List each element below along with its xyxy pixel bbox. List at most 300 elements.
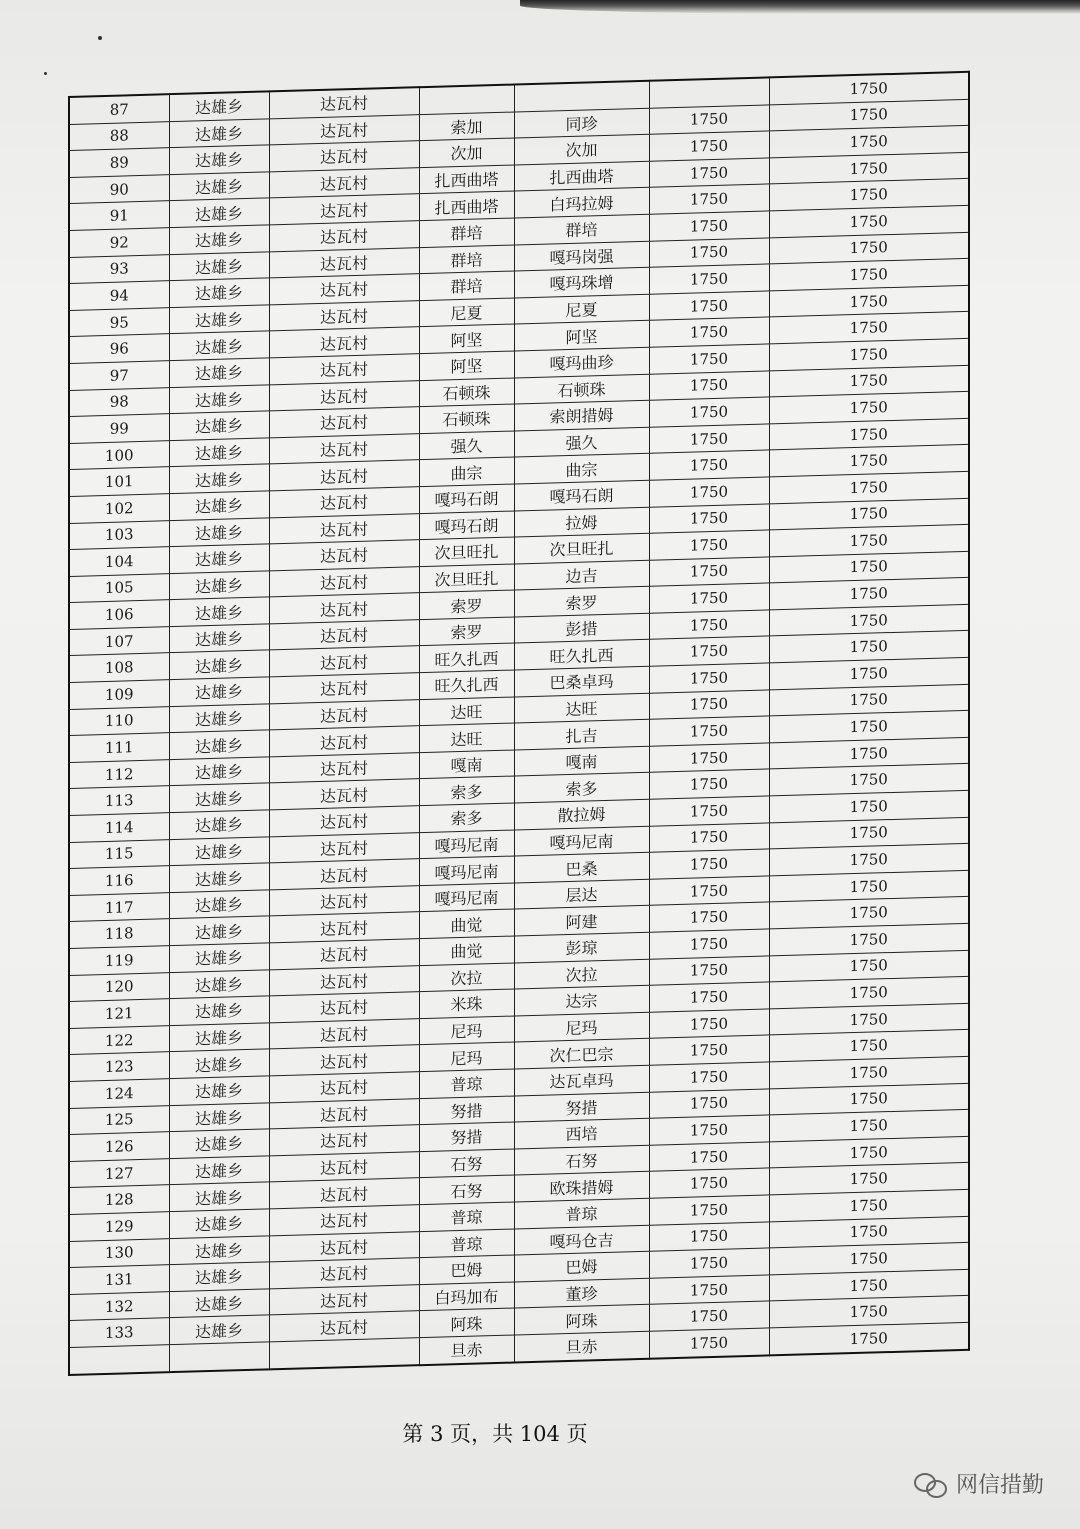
cell-row-index: 129 bbox=[69, 1212, 169, 1241]
cell-amount-b: 1750 bbox=[769, 711, 969, 743]
cell-township: 达雄乡 bbox=[169, 172, 269, 201]
cell-township: 达雄乡 bbox=[169, 464, 269, 493]
cell-township: 达雄乡 bbox=[169, 1023, 269, 1052]
cell-row-index: 105 bbox=[69, 573, 169, 602]
cell-township: 达雄乡 bbox=[169, 783, 269, 812]
cell-amount-a: 1750 bbox=[649, 610, 769, 640]
cell-household-head: 普琼 bbox=[419, 1069, 514, 1098]
cell-township: 达雄乡 bbox=[169, 1182, 269, 1211]
cell-amount-b: 1750 bbox=[769, 1216, 969, 1248]
cell-member-name: 彭措 bbox=[514, 613, 649, 643]
cell-township: 达雄乡 bbox=[169, 704, 269, 733]
page-number-footer: 第 3 页，共 104 页 bbox=[402, 1422, 588, 1446]
cell-member-name: 达瓦卓玛 bbox=[514, 1065, 649, 1095]
cell-amount-a: 1750 bbox=[649, 796, 769, 826]
cell-amount-a: 1750 bbox=[649, 291, 769, 321]
cell-row-index: 103 bbox=[69, 520, 169, 549]
cell-amount-b: 1750 bbox=[769, 737, 969, 769]
cell-village: 达瓦村 bbox=[269, 1125, 419, 1156]
cell-amount-b: 1750 bbox=[769, 152, 969, 184]
cell-household-head bbox=[419, 85, 514, 115]
cell-village: 达瓦村 bbox=[269, 354, 419, 385]
cell-township bbox=[169, 1342, 269, 1372]
cell-household-head: 曲宗 bbox=[419, 457, 514, 486]
cell-member-name: 扎西曲塔 bbox=[514, 161, 649, 191]
cell-township: 达雄乡 bbox=[169, 730, 269, 759]
cell-village: 达瓦村 bbox=[269, 1258, 419, 1289]
cell-township: 达雄乡 bbox=[169, 837, 269, 866]
watermark-text: 网信措勤 bbox=[955, 1473, 1044, 1498]
cell-household-head: 努措 bbox=[419, 1096, 514, 1125]
cell-household-head: 努措 bbox=[419, 1122, 514, 1151]
cell-member-name: 层达 bbox=[514, 879, 649, 909]
cell-amount-a: 1750 bbox=[649, 158, 769, 188]
cell-township: 达雄乡 bbox=[169, 624, 269, 653]
cell-household-head: 阿坚 bbox=[419, 324, 514, 353]
cell-village: 达瓦村 bbox=[269, 832, 419, 863]
cell-amount-b: 1750 bbox=[769, 1136, 969, 1168]
cell-village: 达瓦村 bbox=[269, 1178, 419, 1209]
cell-row-index: 109 bbox=[69, 680, 169, 709]
cell-township: 达雄乡 bbox=[169, 225, 269, 254]
cell-member-name: 强久 bbox=[514, 427, 649, 457]
cell-village: 达瓦村 bbox=[269, 274, 419, 305]
cell-member-name: 嘎玛尼南 bbox=[514, 826, 649, 856]
cell-household-head: 阿珠 bbox=[419, 1308, 514, 1337]
cell-household-head: 索罗 bbox=[419, 590, 514, 619]
cell-village: 达瓦村 bbox=[269, 433, 419, 464]
cell-village: 达瓦村 bbox=[269, 1205, 419, 1236]
cell-amount-a: 1750 bbox=[649, 1328, 769, 1358]
cell-household-head: 曲觉 bbox=[419, 936, 514, 965]
cell-row-index: 113 bbox=[69, 786, 169, 815]
cell-member-name: 阿珠 bbox=[514, 1305, 649, 1335]
cell-amount-a: 1750 bbox=[649, 211, 769, 241]
cell-village: 达瓦村 bbox=[269, 753, 419, 784]
cell-amount-a: 1750 bbox=[649, 1168, 769, 1198]
cell-household-head: 石顿珠 bbox=[419, 378, 514, 407]
cell-row-index: 107 bbox=[69, 627, 169, 656]
cell-household-head: 尼玛 bbox=[419, 1042, 514, 1071]
cell-amount-a: 1750 bbox=[649, 902, 769, 932]
cell-amount-a: 1750 bbox=[649, 184, 769, 214]
cell-amount-b: 1750 bbox=[769, 285, 969, 317]
cell-household-head: 石努 bbox=[419, 1175, 514, 1204]
cell-member-name: 次旦旺扎 bbox=[514, 533, 649, 563]
cell-row-index bbox=[69, 1345, 169, 1375]
cell-household-head: 次旦旺扎 bbox=[419, 564, 514, 593]
cell-household-head: 索加 bbox=[419, 112, 514, 141]
cell-row-index: 126 bbox=[69, 1132, 169, 1161]
cell-row-index: 122 bbox=[69, 1025, 169, 1054]
cell-row-index: 108 bbox=[69, 653, 169, 682]
cell-member-name: 嘎玛珠增 bbox=[514, 267, 649, 297]
cell-member-name: 石努 bbox=[514, 1145, 649, 1175]
cell-member-name: 嘎玛岗强 bbox=[514, 241, 649, 271]
cell-amount-b: 1750 bbox=[769, 391, 969, 423]
cell-amount-a: 1750 bbox=[649, 264, 769, 294]
cell-amount-a: 1750 bbox=[649, 105, 769, 135]
cell-row-index: 127 bbox=[69, 1158, 169, 1187]
cell-amount-a: 1750 bbox=[649, 1088, 769, 1118]
cell-amount-b: 1750 bbox=[769, 232, 969, 264]
cell-member-name: 同珍 bbox=[514, 108, 649, 138]
cell-amount-a: 1750 bbox=[649, 982, 769, 1012]
cell-household-head: 群培 bbox=[419, 245, 514, 274]
cell-amount-b: 1750 bbox=[769, 977, 969, 1009]
cell-township: 达雄乡 bbox=[169, 969, 269, 998]
cell-township: 达雄乡 bbox=[169, 597, 269, 626]
cell-village: 达瓦村 bbox=[269, 1018, 419, 1049]
cell-row-index: 120 bbox=[69, 972, 169, 1001]
cell-village: 达瓦村 bbox=[269, 992, 419, 1023]
cell-village: 达瓦村 bbox=[269, 114, 419, 145]
cell-amount-b: 1750 bbox=[769, 657, 969, 689]
cell-amount-a: 1750 bbox=[649, 583, 769, 613]
cell-amount-a: 1750 bbox=[649, 769, 769, 799]
cell-amount-b: 1750 bbox=[769, 950, 969, 982]
cell-village: 达瓦村 bbox=[269, 779, 419, 810]
cell-village: 达瓦村 bbox=[269, 886, 419, 917]
cell-member-name: 嘎玛仓吉 bbox=[514, 1225, 649, 1255]
cell-amount-a: 1750 bbox=[649, 1062, 769, 1092]
cell-amount-a: 1750 bbox=[649, 237, 769, 267]
cell-village: 达瓦村 bbox=[269, 407, 419, 438]
cell-amount-a: 1750 bbox=[649, 131, 769, 161]
cell-township: 达雄乡 bbox=[169, 438, 269, 467]
dust-speck bbox=[98, 36, 102, 40]
cell-township: 达雄乡 bbox=[169, 1102, 269, 1131]
cell-household-head: 巴姆 bbox=[419, 1255, 514, 1284]
cell-amount-a: 1750 bbox=[649, 1275, 769, 1305]
cell-member-name: 旺久扎西 bbox=[514, 640, 649, 670]
cell-member-name: 达宗 bbox=[514, 985, 649, 1015]
cell-household-head: 尼夏 bbox=[419, 298, 514, 327]
cell-member-name: 努措 bbox=[514, 1092, 649, 1122]
cell-township: 达雄乡 bbox=[169, 943, 269, 972]
cell-amount-b: 1750 bbox=[769, 126, 969, 158]
page-edge-shadow bbox=[520, 0, 1080, 14]
cell-amount-a: 1750 bbox=[649, 876, 769, 906]
cell-township: 达雄乡 bbox=[169, 517, 269, 546]
cell-amount-b: 1750 bbox=[769, 1189, 969, 1221]
cell-village: 达瓦村 bbox=[269, 487, 419, 518]
subsidy-table-wrapper bbox=[68, 71, 948, 1386]
cell-township: 达雄乡 bbox=[169, 384, 269, 413]
cell-member-name: 嘎玛石朗 bbox=[514, 480, 649, 510]
cell-row-index: 112 bbox=[69, 760, 169, 789]
cell-row-index: 98 bbox=[69, 387, 169, 416]
cell-amount-b: 1750 bbox=[769, 205, 969, 237]
cell-household-head: 索罗 bbox=[419, 617, 514, 646]
cell-amount-b: 1750 bbox=[769, 72, 969, 105]
cell-amount-b: 1750 bbox=[769, 1083, 969, 1115]
cell-member-name: 旦赤 bbox=[514, 1331, 649, 1362]
cell-village: 达瓦村 bbox=[269, 247, 419, 278]
cell-member-name: 群培 bbox=[514, 214, 649, 244]
cell-village: 达瓦村 bbox=[269, 513, 419, 544]
cell-township: 达雄乡 bbox=[169, 1076, 269, 1105]
cell-row-index: 125 bbox=[69, 1105, 169, 1134]
cell-member-name: 阿建 bbox=[514, 906, 649, 936]
cell-amount-b: 1750 bbox=[769, 578, 969, 610]
cell-township: 达雄乡 bbox=[169, 650, 269, 679]
cell-row-index: 116 bbox=[69, 866, 169, 895]
cell-amount-a: 1750 bbox=[649, 1009, 769, 1039]
cell-township: 达雄乡 bbox=[169, 1156, 269, 1185]
cell-household-head: 索多 bbox=[419, 803, 514, 832]
cell-amount-b: 1750 bbox=[769, 844, 969, 876]
dust-speck bbox=[44, 72, 47, 75]
cell-household-head: 嘎南 bbox=[419, 750, 514, 779]
cell-township: 达雄乡 bbox=[169, 996, 269, 1025]
cell-amount-a: 1750 bbox=[649, 530, 769, 560]
cell-household-head: 嘎玛石朗 bbox=[419, 511, 514, 540]
cell-row-index: 89 bbox=[69, 148, 169, 177]
cell-amount-a: 1750 bbox=[649, 317, 769, 347]
cell-row-index: 101 bbox=[69, 467, 169, 496]
cell-village: 达瓦村 bbox=[269, 620, 419, 651]
cell-amount-b: 1750 bbox=[769, 923, 969, 955]
cell-township: 达雄乡 bbox=[169, 491, 269, 520]
cell-household-head: 群培 bbox=[419, 218, 514, 247]
cell-member-name: 拉姆 bbox=[514, 507, 649, 537]
cell-village: 达瓦村 bbox=[269, 699, 419, 730]
cell-amount-a: 1750 bbox=[649, 636, 769, 666]
cell-amount-b: 1750 bbox=[769, 870, 969, 902]
cell-row-index: 102 bbox=[69, 494, 169, 523]
cell-member-name: 白玛拉姆 bbox=[514, 188, 649, 218]
cell-row-index: 115 bbox=[69, 839, 169, 868]
cell-township: 达雄乡 bbox=[169, 1209, 269, 1238]
cell-amount-b: 1750 bbox=[769, 604, 969, 636]
cell-household-head: 次旦旺扎 bbox=[419, 537, 514, 566]
cell-village: 达瓦村 bbox=[269, 221, 419, 252]
cell-amount-a: 1750 bbox=[649, 557, 769, 587]
cell-amount-a: 1750 bbox=[649, 743, 769, 773]
cell-member-name: 董珍 bbox=[514, 1278, 649, 1308]
cell-amount-a: 1750 bbox=[649, 1248, 769, 1278]
cell-amount-b: 1750 bbox=[769, 1003, 969, 1035]
cell-member-name: 西培 bbox=[514, 1118, 649, 1148]
cell-amount-b: 1750 bbox=[769, 179, 969, 211]
cell-household-head: 旺久扎西 bbox=[419, 670, 514, 699]
cell-amount-a: 1750 bbox=[649, 424, 769, 454]
cell-member-name: 欧珠措姆 bbox=[514, 1172, 649, 1202]
cell-row-index: 99 bbox=[69, 414, 169, 443]
cell-amount-b: 1750 bbox=[769, 312, 969, 344]
table-body bbox=[69, 72, 969, 1375]
cell-household-head: 嘎玛石朗 bbox=[419, 484, 514, 513]
cell-member-name: 索朗措姆 bbox=[514, 400, 649, 430]
cell-township: 达雄乡 bbox=[169, 1129, 269, 1158]
cell-row-index: 123 bbox=[69, 1052, 169, 1081]
cell-household-head: 普琼 bbox=[419, 1202, 514, 1231]
cell-row-index: 110 bbox=[69, 706, 169, 735]
cell-amount-b: 1750 bbox=[769, 258, 969, 290]
cell-village: 达瓦村 bbox=[269, 1231, 419, 1262]
cell-household-head: 米珠 bbox=[419, 989, 514, 1018]
cell-household-head: 扎西曲塔 bbox=[419, 191, 514, 220]
cell-row-index: 131 bbox=[69, 1265, 169, 1294]
cell-amount-a: 1750 bbox=[649, 1142, 769, 1172]
cell-member-name: 索罗 bbox=[514, 587, 649, 617]
cell-village: 达瓦村 bbox=[269, 460, 419, 491]
cell-household-head: 阿坚 bbox=[419, 351, 514, 380]
cell-member-name: 石顿珠 bbox=[514, 374, 649, 404]
cell-row-index: 95 bbox=[69, 307, 169, 336]
cell-row-index: 132 bbox=[69, 1291, 169, 1320]
cell-village: 达瓦村 bbox=[269, 939, 419, 970]
cell-township: 达雄乡 bbox=[169, 571, 269, 600]
cell-township: 达雄乡 bbox=[169, 544, 269, 573]
cell-village: 达瓦村 bbox=[269, 540, 419, 571]
cell-household-head: 扎西曲塔 bbox=[419, 165, 514, 194]
cell-household-head: 石顿珠 bbox=[419, 404, 514, 433]
cell-village: 达瓦村 bbox=[269, 593, 419, 624]
cell-village: 达瓦村 bbox=[269, 726, 419, 757]
cell-household-head: 尼玛 bbox=[419, 1016, 514, 1045]
cell-household-head: 次拉 bbox=[419, 963, 514, 992]
cell-village: 达瓦村 bbox=[269, 566, 419, 597]
cell-row-index: 124 bbox=[69, 1079, 169, 1108]
cell-household-head: 旦赤 bbox=[419, 1335, 514, 1365]
cell-amount-b: 1750 bbox=[769, 471, 969, 503]
cell-row-index: 91 bbox=[69, 201, 169, 230]
cell-row-index: 121 bbox=[69, 999, 169, 1028]
cell-amount-b: 1750 bbox=[769, 1242, 969, 1274]
cell-household-head: 群培 bbox=[419, 271, 514, 300]
cell-village: 达瓦村 bbox=[269, 1098, 419, 1129]
cell-household-head: 达旺 bbox=[419, 697, 514, 726]
cell-member-name: 巴姆 bbox=[514, 1251, 649, 1281]
cell-row-index: 117 bbox=[69, 892, 169, 921]
cell-village bbox=[269, 1338, 419, 1369]
cell-amount-a: 1750 bbox=[649, 1221, 769, 1251]
cell-amount-b: 1750 bbox=[769, 1030, 969, 1062]
cell-township: 达雄乡 bbox=[169, 916, 269, 945]
watermark bbox=[914, 1468, 1044, 1499]
cell-household-head: 曲觉 bbox=[419, 909, 514, 938]
cell-amount-a: 1750 bbox=[649, 344, 769, 374]
cell-township: 达雄乡 bbox=[169, 1235, 269, 1264]
cell-row-index: 128 bbox=[69, 1185, 169, 1214]
cell-amount-b: 1750 bbox=[769, 445, 969, 477]
cell-township: 达雄乡 bbox=[169, 145, 269, 174]
cell-row-index: 111 bbox=[69, 733, 169, 762]
cell-amount-a: 1750 bbox=[649, 823, 769, 853]
cell-household-head: 强久 bbox=[419, 431, 514, 460]
cell-village: 达瓦村 bbox=[269, 300, 419, 331]
cell-row-index: 130 bbox=[69, 1238, 169, 1267]
cell-amount-a: 1750 bbox=[649, 1301, 769, 1331]
cell-amount-a bbox=[649, 77, 769, 107]
cell-household-head: 旺久扎西 bbox=[419, 644, 514, 673]
cell-row-index: 96 bbox=[69, 334, 169, 363]
cell-amount-a: 1750 bbox=[649, 477, 769, 507]
cell-row-index: 104 bbox=[69, 547, 169, 576]
cell-village: 达瓦村 bbox=[269, 673, 419, 704]
cell-member-name: 尼夏 bbox=[514, 294, 649, 324]
cell-member-name: 扎吉 bbox=[514, 720, 649, 750]
cell-member-name: 普琼 bbox=[514, 1198, 649, 1228]
cell-amount-a: 1750 bbox=[649, 397, 769, 427]
cell-amount-b: 1750 bbox=[769, 365, 969, 397]
cell-amount-a: 1750 bbox=[649, 503, 769, 533]
cell-household-head: 达旺 bbox=[419, 723, 514, 752]
cell-row-index: 119 bbox=[69, 946, 169, 975]
cell-township: 达雄乡 bbox=[169, 305, 269, 334]
cell-village: 达瓦村 bbox=[269, 1072, 419, 1103]
cell-household-head: 石努 bbox=[419, 1149, 514, 1178]
cell-amount-b: 1750 bbox=[769, 99, 969, 131]
cell-household-head: 嘎玛尼南 bbox=[419, 830, 514, 859]
cell-household-head: 索多 bbox=[419, 776, 514, 805]
cell-household-head: 嘎玛尼南 bbox=[419, 856, 514, 885]
cell-amount-a: 1750 bbox=[649, 1195, 769, 1225]
cell-amount-b: 1750 bbox=[769, 338, 969, 370]
cell-member-name: 达旺 bbox=[514, 693, 649, 723]
cell-member-name: 尼玛 bbox=[514, 1012, 649, 1042]
cell-township: 达雄乡 bbox=[169, 118, 269, 147]
cell-amount-a: 1750 bbox=[649, 716, 769, 746]
cell-member-name: 巴桑卓玛 bbox=[514, 666, 649, 696]
cell-member-name: 次加 bbox=[514, 134, 649, 164]
cell-village: 达瓦村 bbox=[269, 806, 419, 837]
cell-household-head: 白玛加布 bbox=[419, 1282, 514, 1311]
cell-amount-a: 1750 bbox=[649, 929, 769, 959]
cell-amount-a: 1750 bbox=[649, 849, 769, 879]
cell-household-head: 普琼 bbox=[419, 1229, 514, 1258]
cell-amount-b: 1750 bbox=[769, 897, 969, 929]
cell-township: 达雄乡 bbox=[169, 331, 269, 360]
cell-village: 达瓦村 bbox=[269, 912, 419, 943]
cell-amount-a: 1750 bbox=[649, 1115, 769, 1145]
cell-amount-a: 1750 bbox=[649, 663, 769, 693]
cell-member-name: 次拉 bbox=[514, 959, 649, 989]
cell-member-name: 嘎玛曲珍 bbox=[514, 347, 649, 377]
cell-township: 达雄乡 bbox=[169, 1315, 269, 1344]
cell-village: 达瓦村 bbox=[269, 965, 419, 996]
cell-member-name: 阿坚 bbox=[514, 321, 649, 351]
cell-village: 达瓦村 bbox=[269, 1045, 419, 1076]
cell-township: 达雄乡 bbox=[169, 198, 269, 227]
cell-village: 达瓦村 bbox=[269, 167, 419, 198]
cell-amount-b: 1750 bbox=[769, 817, 969, 849]
cell-row-index: 87 bbox=[69, 94, 169, 124]
cell-member-name: 散拉姆 bbox=[514, 799, 649, 829]
cell-amount-b: 1750 bbox=[769, 1109, 969, 1141]
cell-row-index: 106 bbox=[69, 600, 169, 629]
cell-member-name: 嘎南 bbox=[514, 746, 649, 776]
cell-row-index: 97 bbox=[69, 361, 169, 390]
cell-row-index: 94 bbox=[69, 281, 169, 310]
cell-village: 达瓦村 bbox=[269, 859, 419, 890]
cell-row-index: 93 bbox=[69, 254, 169, 283]
cell-amount-b: 1750 bbox=[769, 498, 969, 530]
cell-township: 达雄乡 bbox=[169, 1262, 269, 1291]
cell-row-index: 118 bbox=[69, 919, 169, 948]
cell-township: 达雄乡 bbox=[169, 358, 269, 387]
cell-amount-b: 1750 bbox=[769, 1322, 969, 1355]
cell-amount-b: 1750 bbox=[769, 1296, 969, 1328]
cell-township: 达雄乡 bbox=[169, 278, 269, 307]
cell-amount-a: 1750 bbox=[649, 370, 769, 400]
cell-amount-b: 1750 bbox=[769, 1056, 969, 1088]
cell-member-name: 彭琼 bbox=[514, 932, 649, 962]
cell-village: 达瓦村 bbox=[269, 194, 419, 225]
cell-amount-a: 1750 bbox=[649, 450, 769, 480]
